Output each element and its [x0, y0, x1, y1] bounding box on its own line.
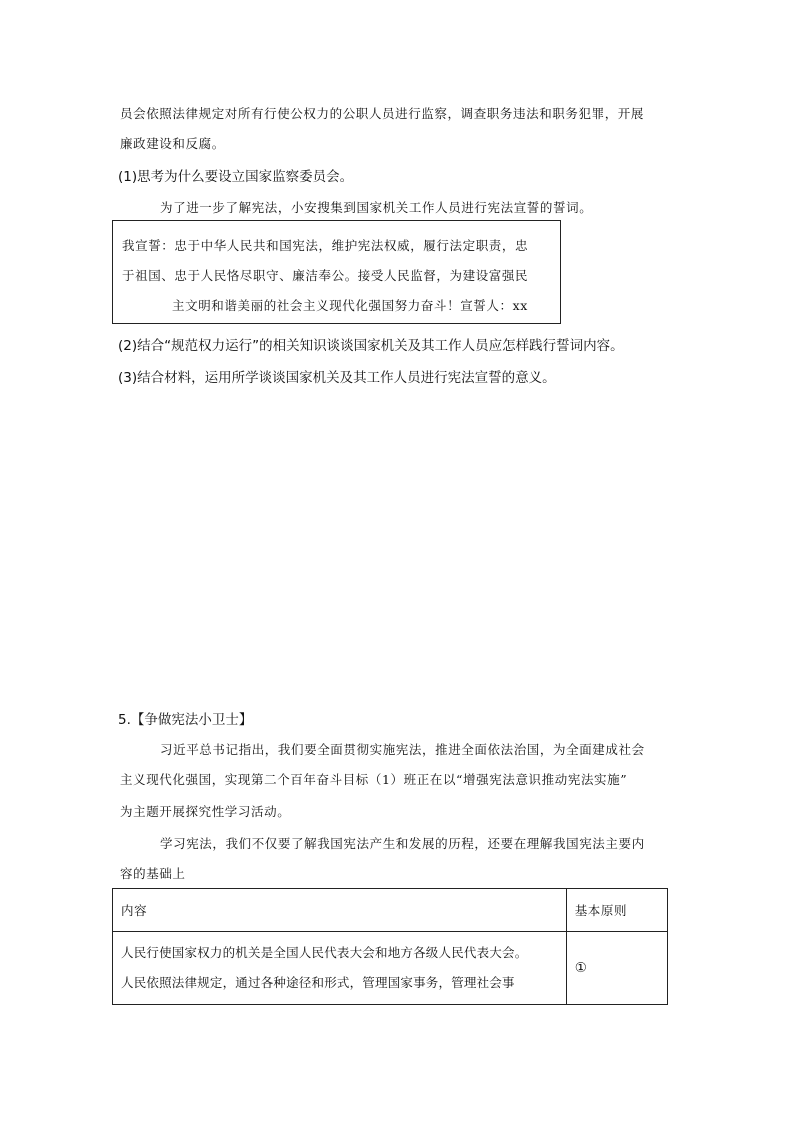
section-5-para1-line1: 习近平总书记指出，我们要全面贯彻实施宪法，推进全面依法治国，为全面建成社会	[160, 742, 645, 757]
table-header-row	[113, 889, 668, 932]
section-5-para1-line3: 为主题开展探究性学习活动。	[120, 804, 291, 819]
question-3: (3)结合材料，运用所学谈谈国家机关及其工作人员进行宪法宣誓的意义。	[118, 370, 556, 386]
table-cell-principle: ①	[566, 932, 667, 1005]
table-header-content: 内容	[113, 889, 567, 932]
oath-line-3: 主文明和谐美丽的社会主义现代化强国努力奋斗！宣誓人：xx	[172, 298, 528, 313]
table-cell-content	[113, 932, 567, 1005]
oath-context: 为了进一步了解宪法，小安搜集到国家机关工作人员进行宪法宣誓的誓词。	[160, 200, 593, 215]
question-1: (1)思考为什么要设立国家监察委员会。	[118, 169, 354, 185]
oath-line-2: 于祖国、忠于人民恪尽职守、廉洁奉公。接受人民监督，为建设富强民	[122, 268, 529, 283]
question-2: (2)结合“规范权力运行”的相关知识谈谈国家机关及其工作人员应怎样践行誓词内容。	[118, 338, 624, 354]
intro-line-1: 员会依照法律规定对所有行使公权力的公职人员进行监察，调查职务违法和职务犯罪，开展	[120, 106, 645, 121]
table-row	[113, 932, 668, 1005]
table-cell-content-line2: 人民依照法律规定，通过各种途径和形式，管理国家事务，管理社会事	[121, 975, 515, 990]
intro-line-2: 廉政建设和反腐。	[120, 136, 225, 151]
table-header-principle: 基本原则	[566, 889, 667, 932]
table-cell-content-line1: 人民行使国家权力的机关是全国人民代表大会和地方各级人民代表大会。	[121, 945, 528, 960]
constitution-principles-table	[112, 888, 668, 1005]
section-5-para2-line2: 容的基础上	[120, 866, 186, 881]
section-5-title: 5.【争做宪法小卫士】	[118, 712, 253, 728]
section-5-para1-line2: 主义现代化强国，实现第二个百年奋斗目标（1）班正在以“增强宪法意识推动宪法实施”	[120, 772, 628, 787]
oath-line-1: 我宣誓：忠于中华人民共和国宪法，维护宪法权威，履行法定职责，忠	[122, 238, 529, 253]
section-5-para2-line1: 学习宪法，我们不仅要了解我国宪法产生和发展的历程，还要在理解我国宪法主要内	[160, 836, 645, 851]
